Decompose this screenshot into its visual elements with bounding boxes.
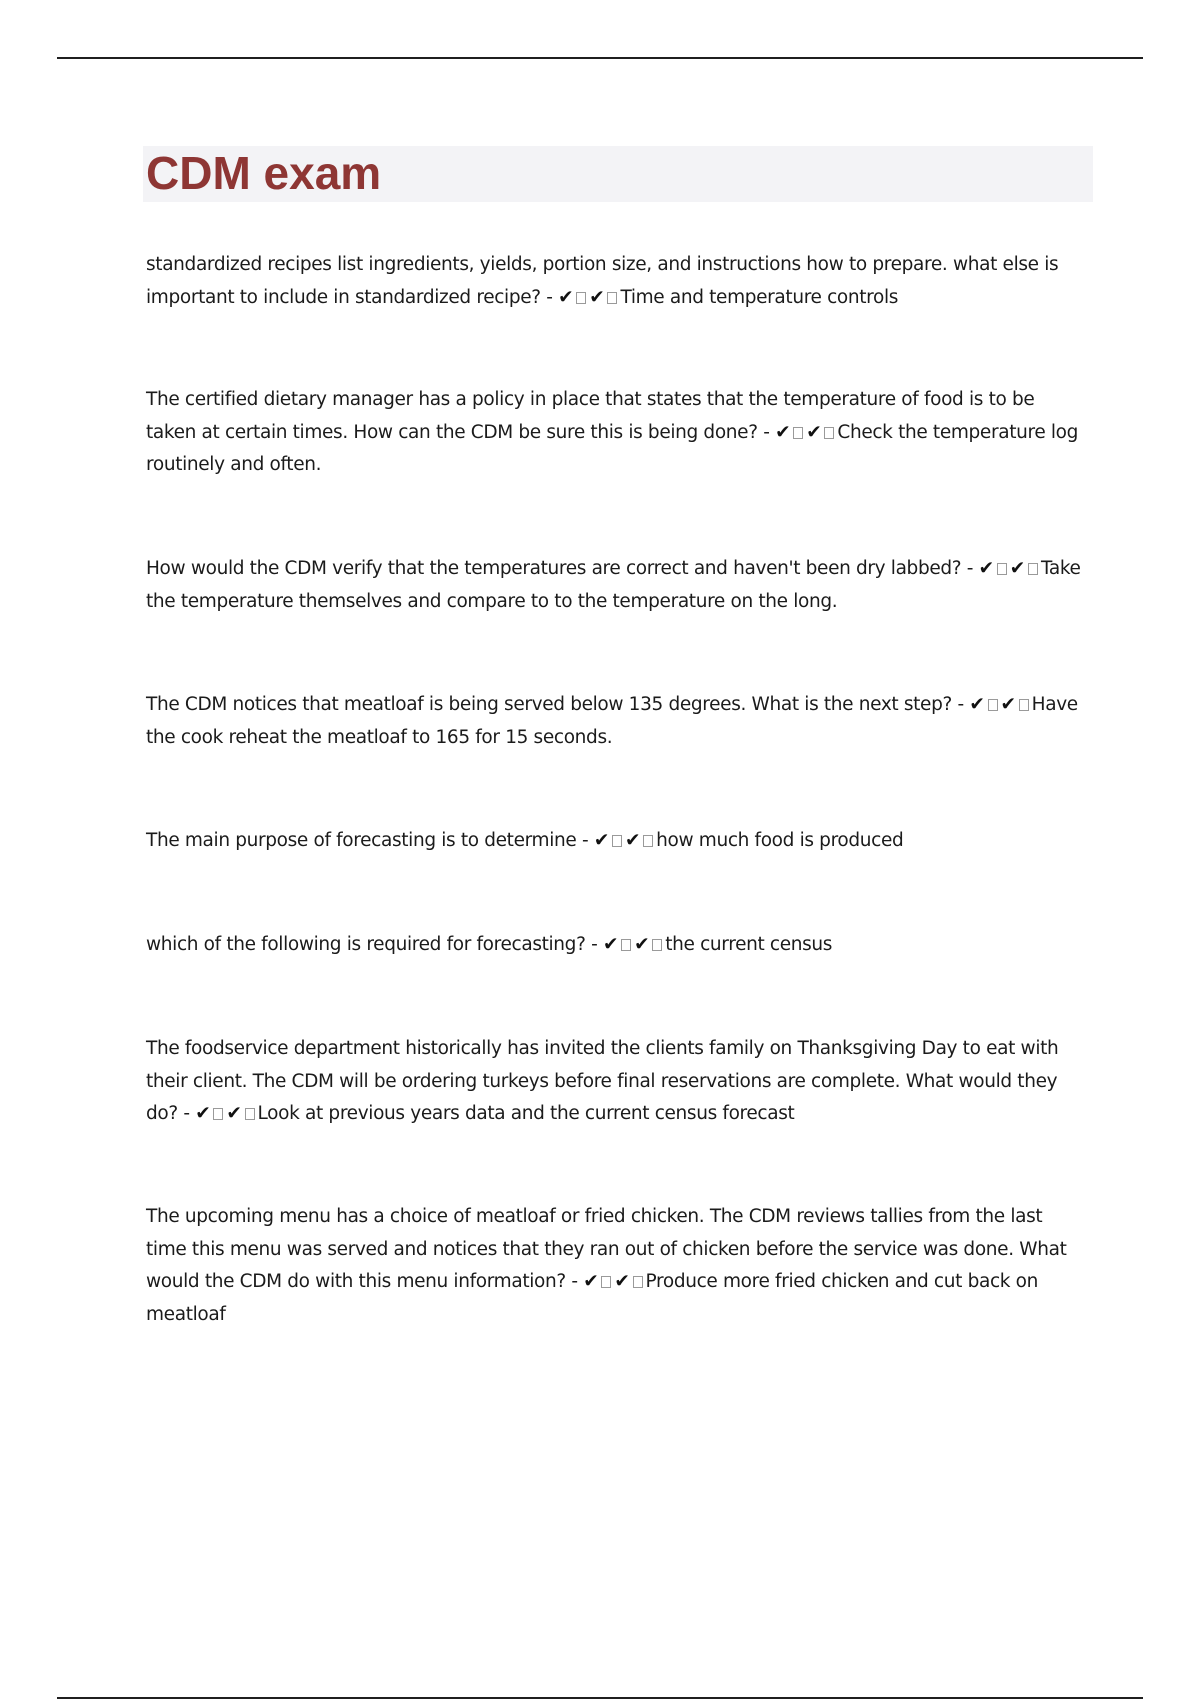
- check-icon: ✔: [1000, 694, 1016, 715]
- check-icon: ✔: [195, 1103, 211, 1124]
- placeholder-box-icon: [601, 1276, 611, 1288]
- placeholder-box-icon: [612, 835, 622, 847]
- check-icon: ✔: [602, 934, 619, 955]
- qa-item: [146, 553, 1086, 618]
- question-text: The foodservice department historically has invited the clients family on Thanksgiving Day to eat with their client. The CDM will be ordering turkeys before final reservations are complete. What would they do?: [146, 1038, 1059, 1124]
- placeholder-box-icon: [1019, 699, 1029, 711]
- question-text: How would the CDM verify that the temperatures are correct and haven't been dry labbed?: [146, 558, 962, 579]
- placeholder-box-icon: [997, 563, 1007, 575]
- qa-item: [146, 1201, 1086, 1331]
- question-text: which of the following is required for forecasting?: [146, 934, 586, 955]
- placeholder-box-icon: [643, 835, 653, 847]
- qa-item: [146, 825, 1086, 858]
- check-icon: ✔: [558, 286, 574, 308]
- placeholder-box-icon: [213, 1108, 223, 1120]
- separator: -: [961, 558, 979, 579]
- check-icon: ✔: [614, 1271, 630, 1292]
- check-icon: ✔: [589, 286, 605, 308]
- answer-text: Have the cook reheat the meatloaf to 165 for 15 seconds.: [146, 694, 1078, 748]
- check-icon: ✔: [226, 1103, 242, 1124]
- answer-text: Take the temperature themselves and compare to to the temperature on the long.: [146, 558, 1081, 612]
- document-title: CDM exam: [146, 147, 382, 199]
- footer-rule: [57, 1697, 1143, 1699]
- check-icon: ✔: [969, 694, 985, 715]
- check-icon: ✔: [978, 558, 994, 579]
- qa-item: [146, 384, 1086, 482]
- placeholder-box-icon: [652, 939, 662, 951]
- placeholder-box-icon: [621, 939, 631, 951]
- qa-item: [146, 929, 1086, 962]
- separator: -: [951, 694, 970, 715]
- qa-item: [146, 249, 1086, 314]
- placeholder-box-icon: [1028, 563, 1038, 575]
- separator: -: [576, 830, 594, 851]
- placeholder-box-icon: [633, 1276, 643, 1288]
- answer-text: how much food is produced: [656, 830, 904, 851]
- check-icon: ✔: [634, 934, 650, 955]
- answer-text: the current census: [665, 934, 833, 955]
- question-text: standardized recipes list ingredients, yields, portion size, and instructions how to prepare. what else is important to include in standardized recipe?: [146, 254, 1059, 308]
- answer-text: Produce more fried chicken and cut back on meatloaf: [146, 1271, 1039, 1325]
- check-icon: ✔: [624, 830, 641, 851]
- answer-text: Time and temperature controls: [620, 286, 899, 308]
- answer-text: Look at previous years data and the current census forecast: [257, 1103, 795, 1124]
- question-text: The CDM notices that meatloaf is being served below 135 degrees. What is the next step?: [146, 694, 952, 715]
- check-icon: ✔: [806, 421, 822, 443]
- placeholder-box-icon: [245, 1108, 255, 1120]
- separator: -: [177, 1103, 196, 1124]
- placeholder-box-icon: [988, 699, 998, 711]
- check-icon: ✔: [1009, 558, 1025, 579]
- placeholder-box-icon: [793, 427, 803, 439]
- question-text: The upcoming menu has a choice of meatloaf or fried chicken. The CDM reviews tallies from the last time this menu was served and notices that they ran out of chicken before the service was done. What would the CDM do with this menu information?: [146, 1206, 1067, 1292]
- separator: -: [540, 286, 559, 308]
- check-icon: ✔: [775, 421, 791, 443]
- qa-item: [146, 1033, 1086, 1131]
- separator: -: [757, 421, 776, 443]
- question-text: The main purpose of forecasting is to determine: [146, 830, 577, 851]
- check-icon: ✔: [593, 830, 609, 851]
- question-text: The certified dietary manager has a policy in place that states that the temperature of food is to be taken at certain times. How can the CDM be sure this is being done?: [146, 389, 1035, 443]
- answer-text: Check the temperature log routinely and often.: [146, 421, 1079, 475]
- placeholder-box-icon: [607, 292, 617, 304]
- separator: -: [585, 934, 603, 955]
- placeholder-box-icon: [576, 292, 586, 304]
- header-rule: [57, 57, 1143, 59]
- check-icon: ✔: [583, 1271, 599, 1292]
- placeholder-box-icon: [824, 427, 834, 439]
- qa-item: [146, 689, 1086, 754]
- separator: -: [565, 1271, 584, 1292]
